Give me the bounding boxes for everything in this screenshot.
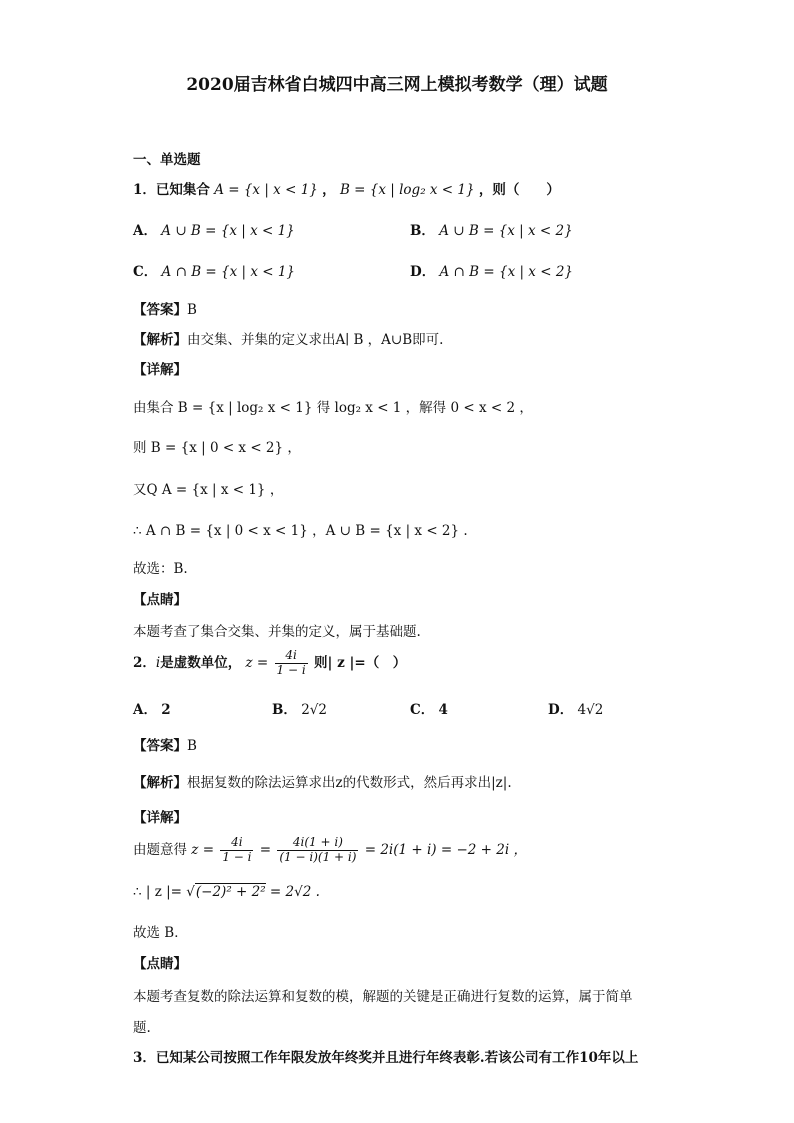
question-3-stem: 3．已知某公司按照工作年限发放年终奖并且进行年终表彰.若该公司有工作10年以上: [133, 1050, 639, 1066]
q1-detail-line-3: 又Q A = {x | x < 1} ，: [133, 482, 284, 498]
question-2-stem: [133, 649, 406, 678]
q2-option-a-letter: A．: [133, 702, 157, 718]
q1-option-b-expr: A ∪ B = {x | x < 2}: [439, 223, 573, 239]
q1-answer-label: 【答案】: [133, 302, 187, 318]
q1-option-d-letter: D．: [410, 264, 436, 280]
q2-detail-fraction-1-den: 1 − i: [222, 849, 252, 864]
q1-comment-label: 【点睛】: [133, 592, 187, 608]
q1-detail-line-1: 由集合 B = {x | log₂ x < 1} 得 log₂ x < 1 ，解得 0 < x < 2 ，: [133, 400, 533, 416]
q2-detail2-radicand: (−2)² + 2²: [195, 884, 266, 900]
q1-stem-prefix: 1．已知集合: [133, 182, 210, 198]
q2-detail-rest: = 2i(1 + i) = −2 + 2i ，: [364, 841, 527, 858]
q2-detail-fraction-1-num: 4i: [220, 836, 253, 851]
q2-option-c-value: 4: [438, 702, 448, 718]
q2-detail2-suffix: = 2√2 .: [265, 884, 320, 900]
q1-option-a: [133, 219, 295, 239]
q1-comment-text: 本题考查了集合交集、并集的定义，属于基础题.: [133, 624, 421, 640]
q2-comment-line-2: 题.: [133, 1020, 151, 1036]
q1-detail-label: 【详解】: [133, 362, 187, 378]
q2-detail-fraction-2-den: (1 − i)(1 + i): [279, 849, 357, 864]
q1-comma: ，: [322, 182, 336, 198]
question-1-stem: [133, 178, 560, 198]
q1-answer-value: B: [187, 302, 197, 318]
q1-option-d-expr: A ∩ B = {x | x < 2}: [439, 264, 573, 280]
q1-option-d: [410, 260, 573, 280]
page-title: 2020届吉林省白城四中高三网上模拟考数学（理）试题: [186, 75, 608, 95]
q2-option-b: [272, 698, 327, 718]
q2-detail-label: 【详解】: [133, 810, 187, 826]
q2-option-a: [133, 698, 171, 718]
q2-detail2-prefix: ∴ | z |=: [133, 884, 187, 900]
q2-answer-value: B: [187, 738, 197, 754]
q2-comment-line-1: 本题考查复数的除法运算和复数的模，解题的关键是正确进行复数的运算，属于简单: [133, 989, 633, 1005]
q2-analysis-text: 根据复数的除法运算求出z的代数形式，然后再求出|z|.: [187, 775, 512, 791]
q1-option-a-letter: A．: [133, 223, 157, 239]
q2-detail-line-3: 故选 B．: [133, 925, 188, 941]
q2-option-c-letter: C．: [410, 702, 435, 718]
q1-analysis: [133, 328, 443, 348]
q1-option-b-letter: B．: [410, 223, 435, 239]
q2-option-d-letter: D．: [548, 702, 574, 718]
q2-detail-z: z =: [191, 841, 215, 858]
q2-option-c: [410, 698, 448, 718]
q1-analysis-label: 【解析】: [133, 332, 187, 348]
q2-option-b-value: 2√2: [301, 702, 327, 718]
q2-comment-label: 【点睛】: [133, 956, 187, 972]
q1-set-a: A = {x | x < 1}: [214, 182, 318, 198]
q1-detail-line-4: ∴ A ∩ B = {x | 0 < x < 1} ，A ∪ B = {x | x < 2} .: [133, 523, 468, 539]
q2-answer: [133, 734, 197, 754]
q2-detail-fraction-2-num: 4i(1 + i): [277, 836, 358, 851]
q1-option-a-expr: A ∪ B = {x | x < 1}: [161, 223, 295, 239]
q2-detail-line-1: [133, 836, 527, 865]
q2-detail-intro: 由题意得: [133, 841, 187, 858]
q1-option-b: [410, 219, 573, 239]
q1-answer: [133, 298, 197, 318]
q2-answer-label: 【答案】: [133, 738, 187, 754]
q1-set-b: B = {x | log₂ x < 1}: [339, 182, 475, 198]
q2-detail-fraction-1: [220, 836, 253, 865]
q2-option-a-value: 2: [161, 702, 171, 718]
q2-option-d: [548, 698, 603, 718]
q2-fraction-numerator: 4i: [275, 649, 308, 664]
q2-option-b-letter: B．: [272, 702, 297, 718]
q2-fraction: [275, 649, 308, 678]
q2-analysis: [133, 771, 512, 791]
section-heading: 一、单选题: [133, 152, 201, 168]
q1-detail-line-2: 则 B = {x | 0 < x < 2} ，: [133, 440, 301, 456]
q2-imaginary-i: i: [155, 654, 161, 671]
q2-detail-fraction-2: [277, 836, 358, 865]
q2-fraction-denominator: 1 − i: [276, 662, 306, 677]
q2-stem-prefix: 2．: [133, 654, 156, 671]
q1-analysis-text: 由交集、并集的定义求出A∣ B ，A∪B即可.: [187, 332, 444, 348]
q2-detail-equals: =: [259, 841, 272, 858]
q2-option-d-value: 4√2: [577, 702, 604, 718]
q2-detail-line-2: ∴ | z |= √(−2)² + 2² = 2√2 .: [133, 884, 320, 900]
q2-analysis-label: 【解析】: [133, 775, 187, 791]
q2-z-lhs: z =: [245, 654, 269, 671]
q1-detail-line-5: 故选：B.: [133, 561, 188, 577]
q2-stem-mid: 是虚数单位，: [160, 654, 242, 671]
q1-option-c: [133, 260, 295, 280]
q1-option-c-expr: A ∩ B = {x | x < 1}: [161, 264, 296, 280]
q1-stem-suffix: ，则（ ）: [478, 182, 560, 198]
q2-stem-suffix: 则| z |=（ ）: [314, 654, 407, 671]
q1-option-c-letter: C．: [133, 264, 158, 280]
